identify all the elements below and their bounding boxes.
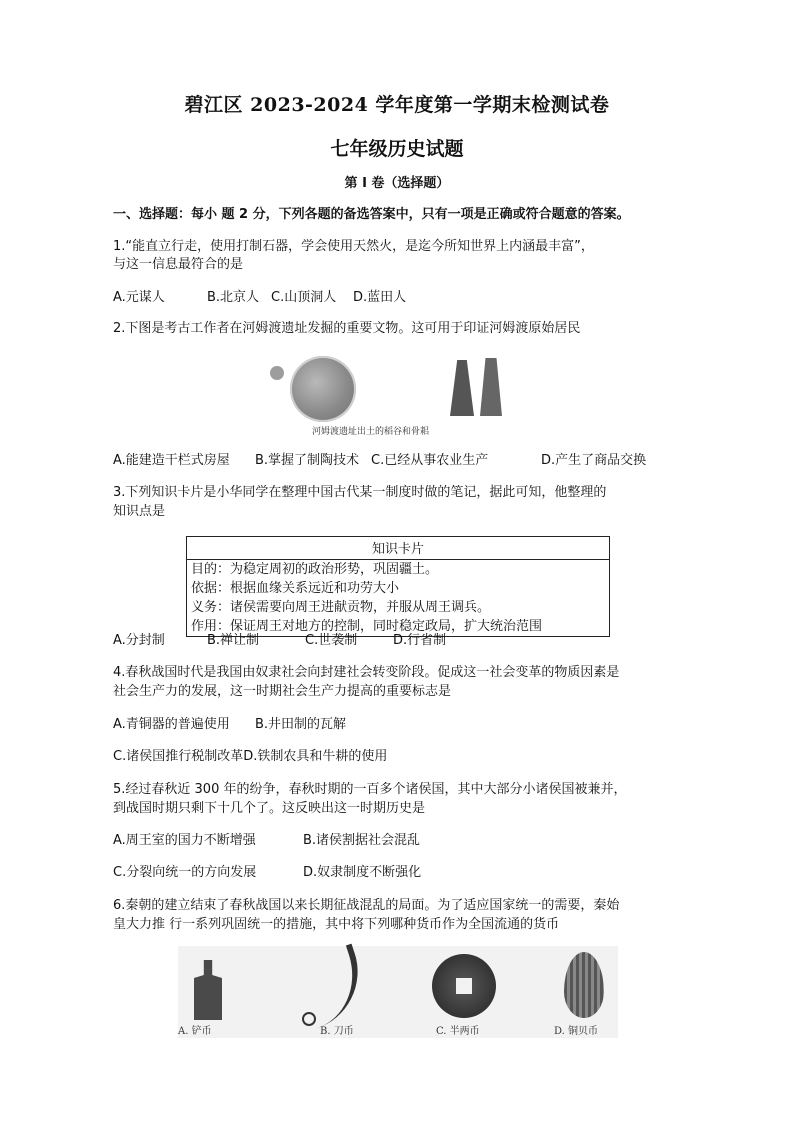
q5-stem-line2: 到战国时期只剩下十几个了。这反映出这一时期历史是: [113, 801, 426, 816]
q4-option-d: D.铁制农具和牛耕的使用: [243, 749, 388, 764]
knife-coin-ring: [302, 1012, 316, 1026]
bronze-shell-coin-image: [564, 952, 604, 1018]
q2-stem: 2.下图是考古工作者在河姆渡遗址发掘的重要文物。这可用于印证河姆渡原始居民: [113, 321, 581, 336]
coin-label-d: D. 铜贝币: [554, 1026, 599, 1037]
instruction: 一、选择题：每小 题 2 分，下列各题的备选答案中，只有一项是正确或符合题意的答案。: [113, 207, 630, 222]
q4-stem-line2: 社会生产力的发展，这一时期社会生产力提高的重要标志是: [113, 684, 452, 699]
q1-option-b: B.北京人: [207, 290, 260, 305]
hemudu-artifacts-figure: [262, 352, 532, 440]
q6-stem-line1: 6.秦朝的建立结束了春秋战国以来长期征战混乱的局面。为了适应国家统一的需要，秦始: [113, 898, 620, 913]
currency-figure: [178, 946, 618, 1038]
q4-stem-line1: 4.春秋战国时代是我国由奴隶社会向封建社会转变阶段。促成这一社会变革的物质因素是: [113, 665, 620, 680]
knowledge-card-row: 依据：根据血缘关系远近和功劳大小: [191, 581, 400, 596]
bone-spade-image-2: [480, 358, 502, 416]
q3-option-b: B.禅让制: [207, 633, 260, 648]
knowledge-card: [186, 536, 610, 637]
coin-label-c: C. 半两币: [436, 1026, 480, 1037]
q2-option-c: C.已经从事农业生产: [371, 453, 489, 468]
q5-option-c: C.分裂向统一的方向发展: [113, 865, 257, 880]
q1-stem-line1: 1.“能直立行走，使用打制石器，学会使用天然火，是迄今所知世界上内涵最丰富”，: [113, 239, 594, 254]
q2-option-b: B.掌握了制陶技术: [255, 453, 360, 468]
q4-options-row2: [113, 748, 387, 766]
q1-option-d: D.蓝田人: [353, 290, 407, 305]
banliang-coin-image: [432, 954, 496, 1018]
q5-stem-line1: 5.经过春秋近 300 年的纷争，春秋时期的一百多个诸侯国，其中大部分小诸侯国被兼并，: [113, 782, 627, 797]
rice-grain-image: [290, 356, 356, 422]
knowledge-card-row: 目的：为稳定周初的政治形势，巩固疆土。: [191, 562, 439, 577]
q4-option-b: B.井田制的瓦解: [255, 717, 347, 732]
coin-label-b: B. 刀币: [320, 1026, 354, 1037]
q2-option-d: D.产生了商品交换: [541, 453, 647, 468]
section-title: 第 I 卷（选择题）: [344, 176, 450, 191]
figure-caption: 河姆渡遗址出土的稻谷和骨耜: [312, 427, 430, 437]
q3-stem-line2: 知识点是: [113, 504, 166, 519]
q2-options: [113, 452, 646, 470]
q2-option-a: A.能建造干栏式房屋: [113, 453, 230, 468]
q3-option-c: C.世袭制: [305, 633, 358, 648]
knowledge-card-row: 义务：诸侯需要向周王进献贡物，并服从周王调兵。: [191, 600, 491, 615]
knowledge-card-title: 知识卡片: [187, 537, 609, 560]
q5-options-row1: [113, 832, 420, 850]
q1-options: [113, 289, 406, 307]
exam-title: 碧江区 2023-2024 学年度第一学期末检测试卷: [184, 94, 610, 116]
q5-option-d: D.奴隶制度不断强化: [303, 865, 422, 880]
q6-stem-line2: 皇大力推 行一系列巩固统一的措施，其中将下列哪种货币作为全国流通的货币: [113, 917, 560, 932]
bone-spade-image: [450, 360, 474, 416]
spade-coin-image: [194, 960, 222, 1020]
q1-option-a: A.元谋人: [113, 290, 165, 305]
q3-option-a: A.分封制: [113, 633, 165, 648]
q3-option-d: D.行省制: [393, 633, 447, 648]
q5-options-row2: [113, 864, 421, 882]
exam-subtitle: 七年级历史试题: [330, 138, 464, 160]
q1-option-c: C.山顶洞人: [271, 290, 337, 305]
q3-options: [113, 632, 446, 650]
q4-option-a: A.青铜器的普遍使用: [113, 717, 230, 732]
q4-option-c: C.诸侯国推行税制改革: [113, 749, 244, 764]
q5-option-b: B.诸侯割据社会混乱: [303, 833, 421, 848]
knowledge-card-row: 作用：保证周王对地方的控制，同时稳定政局，扩大统治范围: [191, 619, 543, 634]
rice-grain-speck: [270, 366, 284, 380]
q1-stem-line2: 与这一信息最符合的是: [113, 257, 244, 272]
q3-stem-line1: 3.下列知识卡片是小华同学在整理中国古代某一制度时做的笔记，据此可知，他整理的: [113, 485, 607, 500]
q5-option-a: A.周王室的国力不断增强: [113, 833, 256, 848]
q4-options-row1: [113, 716, 346, 734]
coin-label-a: A. 铲币: [178, 1026, 212, 1037]
